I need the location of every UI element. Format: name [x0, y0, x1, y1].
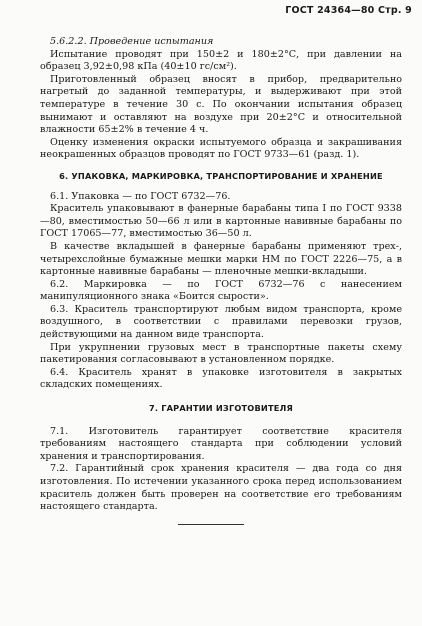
paragraph-6-2: 6.2. Маркировка — по ГОСТ 6732—76 с нанесением манипуляционного знака «Боится сырости».: [40, 278, 402, 303]
paragraph-6-1-liners: В качестве вкладышей в фанерные барабаны применяют трех-, четырехслойные бумажные мешки марки НМ по ГОСТ 2226—75, а в картонные навивные барабаны — пленочные мешки-вкладыши.: [40, 240, 402, 278]
end-rule: [178, 524, 244, 525]
paragraph-7-2: 7.2. Гарантийный срок хранения красителя — два года со дня изготовления. По истечении указанного срока перед использованием краситель должен быть проверен на соответствие его требованиям настоящего стандарта.: [40, 463, 402, 513]
paragraph-6-1-packing: Краситель упаковывают в фанерные барабаны типа I по ГОСТ 9338—80, вместимостью 50—66 л или в картонные навивные барабаны по ГОСТ 17065—77, вместимостью 36—50 л.: [40, 203, 402, 240]
paragraph-test-conditions: Испытание проводят при 150±2 и 180±2°С, при давлении на образец 3,92±0,98 кПа (40±10 гс/см²).: [40, 48, 402, 73]
paragraph-7-1: 7.1. Изготовитель гарантирует соответствие красителя требованиям настоящего стандарта при соблюдении условий хранения и транспортирования.: [40, 425, 402, 462]
paragraph-test-procedure: Приготовленный образец вносят в прибор, предварительно нагретый до заданной температуры, и выдерживают при этой температуре в течение 30 с. По окончании испытания образец вынимают и оставляют на воздухе при 20±2°С и относительной влажности 65±2% в течение 4 ч.: [40, 73, 402, 136]
page-header: ГОСТ 24364—80 Стр. 9: [285, 5, 412, 16]
subsection-title: 5.6.2.2. Проведение испытания: [50, 36, 214, 47]
paragraph-6-3-packets: При укрупнении грузовых мест в транспортные пакеты схему пакетирования согласовывают в установленном порядке.: [40, 341, 402, 366]
page-body: [40, 36, 402, 514]
paragraph-6-1: 6.1. Упаковка — по ГОСТ 6732—76.: [50, 190, 231, 202]
section-6-title: 6. УПАКОВКА, МАРКИРОВКА, ТРАНСПОРТИРОВАНИЕ И ХРАНЕНИЕ: [59, 170, 383, 181]
paragraph-6-4: 6.4. Краситель хранят в упаковке изготовителя в закрытых складских помещениях.: [40, 366, 402, 391]
section-7-title: 7. ГАРАНТИИ ИЗГОТОВИТЕЛЯ: [148, 403, 294, 414]
paragraph-6-3: 6.3. Краситель транспортируют любым видом транспорта, кроме воздушного, в соответствии с правилами перевозки грузов, действующими на данном виде транспорта.: [40, 303, 402, 341]
paragraph-test-evaluation: Оценку изменения окраски испытуемого образца и закрашивания неокрашенных образцов проводят по ГОСТ 9733—61 (разд. 1).: [40, 136, 402, 161]
